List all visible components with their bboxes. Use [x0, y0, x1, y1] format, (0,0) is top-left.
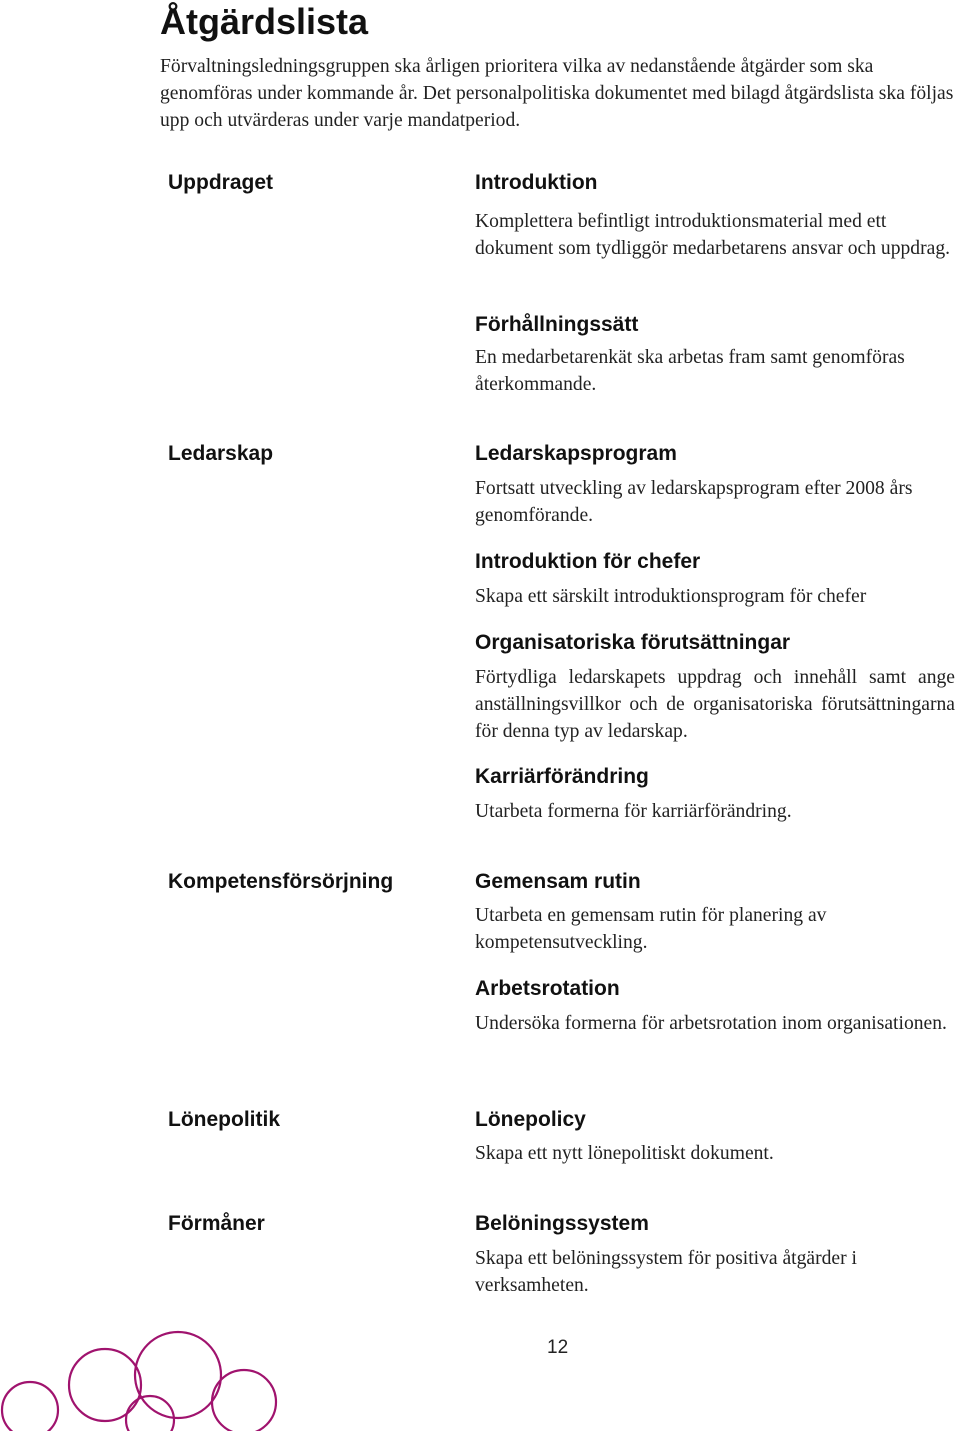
item-text-ledarskapsprogram: Fortsatt utveckling av ledarskapsprogram efter 2008 års genomförande.	[475, 478, 913, 526]
item-text-organisatoriska-forutsattningar: Förtydliga ledarskapets uppdrag och innehåll samt ange anställningsvillkor och de organisatoriska förutsättningarna för denna typ av ledarskap.	[475, 667, 955, 742]
item-heading-introduktion: Introduktion	[475, 171, 598, 194]
item-heading-arbetsrotation: Arbetsrotation	[475, 977, 620, 1000]
decorative-circle	[126, 1396, 174, 1431]
item-text-gemensam-rutin: Utarbeta en gemensam rutin för planering av kompetensutveckling.	[475, 905, 827, 953]
item-heading-ledarskapsprogram: Ledarskapsprogram	[475, 442, 677, 465]
category-lonepolitik: Lönepolitik	[168, 1108, 280, 1131]
item-text-forhallningssatt: En medarbetarenkät ska arbetas fram samt genomföras återkommande.	[475, 347, 905, 395]
decorative-circle	[2, 1382, 58, 1431]
item-heading-beloningssystem: Belöningssystem	[475, 1212, 649, 1235]
item-text-arbetsrotation: Undersöka formerna för arbetsrotation inom organisationen.	[475, 1013, 947, 1034]
item-heading-karriarforandring: Karriärförändring	[475, 765, 649, 788]
intro-paragraph: Förvaltningsledningsgruppen ska årligen prioritera vilka av nedanstående åtgärder som ska genomföras under kommande år. Det personalpolitiska dokumentet med bilagd åtgärdslista ska följas upp och utvärderas under varje mandatperiod.	[160, 56, 954, 131]
item-text-karriarforandring: Utarbeta formerna för karriärförändring.	[475, 801, 792, 822]
category-kompetensforsorjning: Kompetensförsörjning	[168, 870, 394, 893]
page-number: 12	[547, 1337, 569, 1358]
item-text-introduktion: Komplettera befintligt introduktionsmaterial med ett dokument som tydliggör medarbetarens ansvar och uppdrag.	[475, 211, 951, 259]
item-heading-introduktion-for-chefer: Introduktion för chefer	[475, 550, 701, 573]
page-title: Åtgärdslista	[160, 1, 369, 42]
category-ledarskap: Ledarskap	[168, 442, 274, 465]
decorative-circle	[135, 1332, 221, 1418]
item-heading-lonepolicy: Lönepolicy	[475, 1108, 586, 1131]
decorative-circle	[212, 1370, 276, 1431]
category-formaner: Förmåner	[168, 1212, 265, 1235]
decorative-circle	[69, 1349, 141, 1421]
item-heading-forhallningssatt: Förhållningssätt	[475, 313, 639, 336]
item-heading-organisatoriska-forutsattningar: Organisatoriska förutsättningar	[475, 631, 791, 654]
item-heading-gemensam-rutin: Gemensam rutin	[475, 870, 641, 893]
decorative-circles	[0, 1320, 300, 1431]
category-uppdraget: Uppdraget	[168, 171, 273, 194]
item-text-lonepolicy: Skapa ett nytt lönepolitiskt dokument.	[475, 1143, 774, 1164]
item-text-beloningssystem: Skapa ett belöningssystem för positiva åtgärder i verksamheten.	[475, 1248, 857, 1296]
item-text-introduktion-for-chefer: Skapa ett särskilt introduktionsprogram för chefer	[475, 586, 867, 607]
